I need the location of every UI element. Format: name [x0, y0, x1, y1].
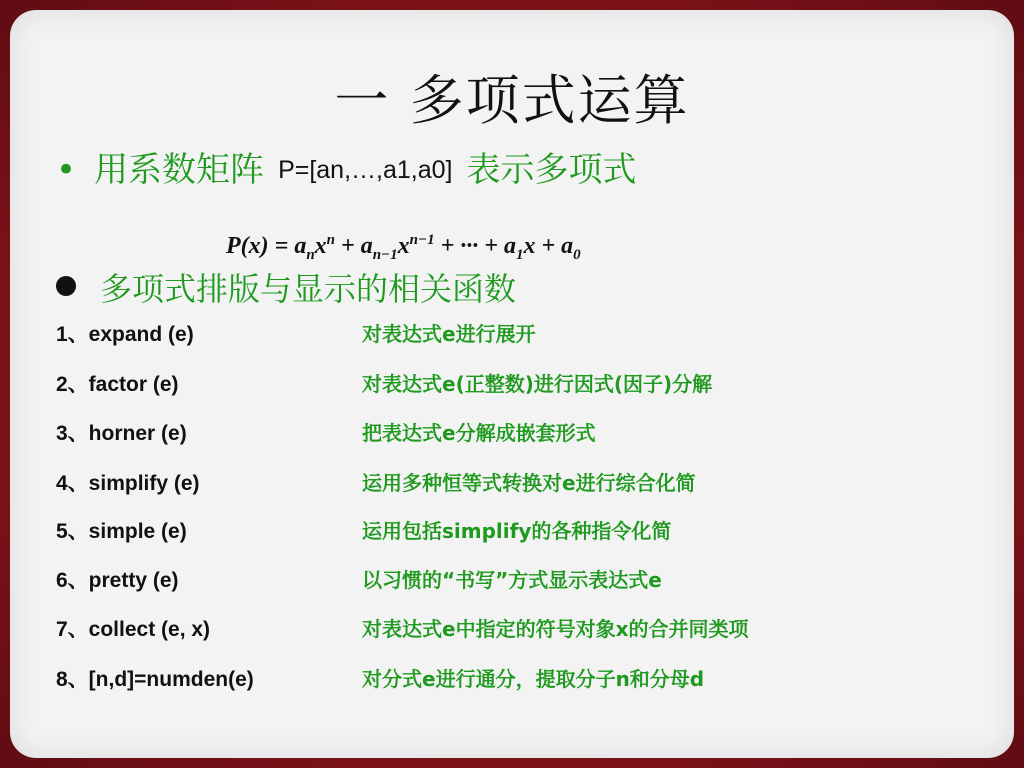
bullet-disc-icon [56, 276, 76, 296]
list-item [56, 564, 956, 594]
formula-term-a1: a [503, 233, 516, 259]
list-item [56, 467, 956, 497]
function-description: 以习惯的“书写”方式显示表达式e [362, 568, 662, 592]
bullet-display-functions [56, 264, 516, 310]
formula-sub-n1: n−1 [372, 246, 398, 263]
function-name: 3、horner (e) [56, 422, 187, 445]
function-description: 运用多种恒等式转换对e进行综合化简 [362, 471, 696, 495]
function-name: 5、simple (e) [56, 520, 187, 543]
function-description: 对表达式e中指定的符号对象x的合并同类项 [362, 617, 749, 641]
list-item [56, 663, 956, 693]
formula-var-x3: x [523, 233, 536, 259]
function-name: 4、simplify (e) [56, 472, 200, 495]
bullet1-text-after: 表示多项式 [466, 150, 637, 190]
function-description: 对表达式e(正整数)进行因式(因子)分解 [362, 372, 713, 396]
polynomial-formula [226, 232, 581, 264]
formula-term-a0: a [561, 233, 574, 259]
formula-var-x2: x [397, 233, 410, 259]
function-description: 对分式e进行通分，提取分子n和分母d [362, 667, 705, 691]
list-item [56, 368, 956, 398]
bullet1-vector: P=[an,…,a1,a0] [278, 156, 453, 184]
function-name: 8、[n,d]=numden(e) [56, 668, 254, 691]
formula-plus: + [335, 233, 361, 259]
list-item [56, 515, 956, 545]
formula-sub-n: n [306, 246, 315, 263]
formula-plus2: + [535, 233, 562, 259]
function-description: 运用包括simplify的各种指令化简 [362, 519, 672, 543]
bullet1-text-before: 用系数矩阵 [94, 150, 265, 190]
formula-var-x: x [314, 233, 327, 259]
function-name: 7、collect (e, x) [56, 618, 211, 641]
list-item [56, 613, 956, 643]
formula-lhs: P(x) = [226, 233, 295, 259]
bullet2-text: 多项式排版与显示的相关函数 [100, 270, 517, 308]
formula-term-an1: a [360, 233, 373, 259]
function-description: 把表达式e分解成嵌套形式 [362, 421, 596, 445]
bullet-dot-icon: • [56, 150, 77, 190]
function-name: 6、pretty (e) [56, 569, 179, 592]
formula-sub-1: 1 [515, 246, 524, 263]
function-name: 2、factor (e) [56, 373, 179, 396]
bullet-coefficient-matrix [56, 142, 637, 191]
formula-term-an: a [294, 233, 307, 259]
formula-sup-n: n [326, 232, 336, 248]
formula-sub-0: 0 [573, 246, 581, 263]
slide-title: 一 多项式运算 [334, 69, 690, 132]
formula-sup-n1: n−1 [409, 232, 435, 248]
list-item [56, 318, 956, 348]
list-item [56, 417, 956, 447]
function-name: 1、expand (e) [56, 323, 194, 346]
function-description: 对表达式e进行展开 [362, 322, 536, 346]
formula-ellipsis: + ··· + [434, 233, 504, 259]
